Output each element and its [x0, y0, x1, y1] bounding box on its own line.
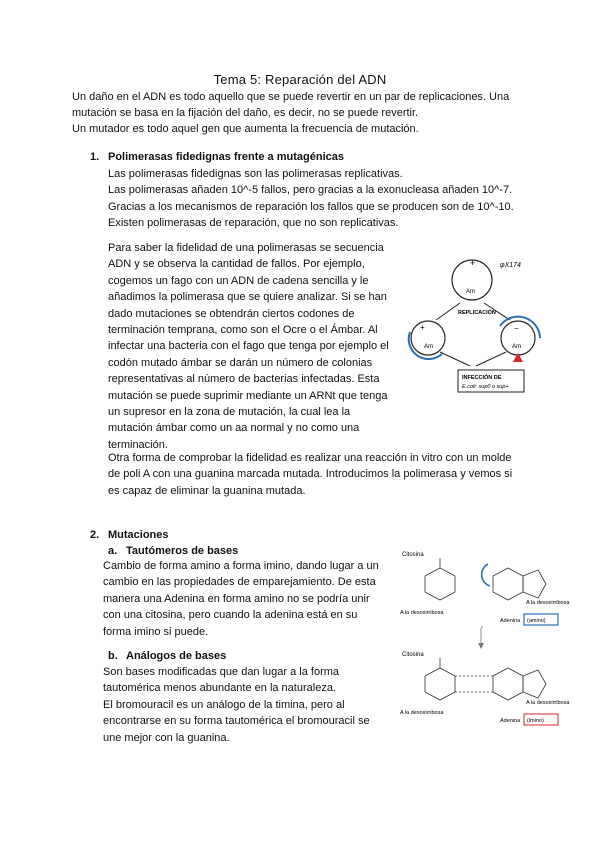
text-line: Cambio de forma amino a forma imino, dando lugar a un — [103, 560, 379, 572]
subsection-b-text — [103, 664, 403, 746]
subsection-a-heading — [108, 545, 238, 557]
text-line: encontrarse en su forma tautomérica el bromouracil se — [103, 715, 370, 728]
section-title: Mutaciones — [108, 529, 169, 541]
amber-site-label: Am — [466, 289, 475, 295]
subsection-title: Tautómeros de bases — [126, 545, 239, 557]
adenine-ring-6 — [493, 668, 523, 700]
text-line: añadimos la polimerasa que se quiere analizar. Si se han — [108, 291, 387, 304]
text-line: cogemos un fago con un ADN de cadena sencilla y le — [108, 274, 369, 287]
text-line: Gracias a los mecanismos de reparación los fallos que se producen son de 10^-10. — [108, 200, 514, 213]
infection-box-line-2: E.coli: sup0 o sup+ — [462, 384, 509, 390]
cytosine-ring — [425, 668, 455, 700]
text-line: terminación. — [108, 438, 168, 451]
adenine-form-label: (amino) — [527, 618, 546, 624]
phage-replication-diagram — [400, 248, 545, 398]
text-line: Las polimerasas fidedignas son las polimerasas replicativas. — [108, 168, 403, 180]
cytosine-label: Citosina — [402, 552, 424, 558]
adenine-ring-5 — [523, 670, 546, 698]
text-line: con una citosina, pero cuando la adenina está en su — [103, 609, 358, 622]
plus-sign: + — [420, 323, 425, 332]
text-line: mutación ámbar como un aa normal y no como una — [108, 422, 360, 435]
text-line: Las polimerasas añaden 10^-5 fallos, pero gracias a la exonucleasa añaden 10^-7. — [108, 184, 513, 197]
adenine-sugar-label: A la desoxirribosa — [526, 700, 570, 706]
infection-box-line-1: INFECCIÓN DE — [462, 375, 502, 381]
text-line: un supresor en la zona de mutación, la cual lea la — [108, 406, 351, 419]
intro-line: Un mutador es todo aquel gen que aumenta la frecuencia de mutación. — [72, 123, 419, 135]
text-line: manera una Adenina en forma amino no se podría unir — [103, 592, 370, 605]
converge-arrow-right — [476, 352, 506, 366]
text-line: infectar una bacteria con el fago que tenga por ejemplo el — [108, 340, 389, 353]
section-number: 2. — [90, 529, 100, 541]
converge-arrow-left — [440, 352, 470, 366]
replication-label: REPLICACIÓN — [458, 310, 496, 316]
intro-paragraph — [72, 89, 542, 137]
phage-name-label: φX174 — [500, 262, 521, 269]
right-replication-arrow — [500, 317, 540, 338]
adenine-ring-6 — [493, 568, 523, 600]
subsection-a-text — [103, 558, 393, 640]
text-line: de poli A con una guanina marcada mutada. Introducimos la polimerasa y vemos si — [108, 468, 513, 481]
intro-line: Un daño en el ADN es todo aquello que se puede revertir en un par de replicaciones. Una — [72, 91, 510, 103]
adenine-label: Adenina — [500, 718, 521, 724]
text-line: Otra forma de comprobar la fidelidad es realizar una reacción in vitro con un molde — [108, 452, 512, 464]
text-line: codón mutado ámbar se darán un número de colonias — [108, 356, 373, 369]
text-line: El bromouracil es un análogo de la timina, pero al — [103, 698, 345, 711]
minus-sign: − — [514, 324, 519, 333]
text-line: ADN y se observa la cantidad de fallos. Por ejemplo, — [108, 258, 365, 271]
text-line: mutación se puede suprimir mediante un ARNt que tenga — [108, 389, 388, 402]
text-line: forma imino si puede. — [103, 625, 209, 638]
text-line: Son bases modificadas que dan lugar a la forma — [103, 666, 340, 678]
text-line: cambio en las propiedades de emparejamiento. De esta — [103, 576, 376, 589]
subsection-title: Análogos de bases — [126, 650, 227, 662]
amber-site-label: Am — [512, 344, 521, 350]
cytosine-adenine-amino-diagram — [400, 546, 570, 628]
cytosine-label: Citosina — [402, 652, 424, 658]
section-1-paragraph-3 — [108, 450, 548, 499]
text-line: Existen polimerasas de reparación, que no son replicativas. — [108, 217, 399, 230]
adenine-sugar-label: A la desoxirribosa — [526, 600, 570, 606]
page-title: Tema 5: Reparación del ADN — [213, 72, 387, 87]
branch-arrow-left — [436, 303, 460, 320]
text-line: Para saber la fidelidad de una polimerasas se secuencia — [108, 242, 384, 254]
text-line: tautomérica menos abundante en la naturaleza. — [103, 682, 336, 695]
adenine-label: Adenina — [500, 618, 521, 624]
section-1-heading — [90, 151, 344, 163]
subsection-number: a. — [108, 545, 118, 557]
text-line: terminación temprana, como son el Ocre o el Ámbar. Al — [108, 324, 378, 337]
adenine-form-label: (imino) — [527, 718, 544, 724]
text-line: es capaz de eliminar la guanina mutada. — [108, 484, 306, 497]
intro-line: mutación se basa en la fijación del daño, es decir, no se puede revertir. — [72, 107, 419, 119]
section-2-heading — [90, 529, 169, 541]
text-line: une mejor con la guanina. — [103, 731, 230, 744]
text-line: dado mutaciones se obtendrán ciertos codones de — [108, 307, 355, 320]
subsection-b-heading — [108, 650, 226, 662]
subsection-number: b. — [108, 650, 118, 662]
section-1-paragraph-2 — [108, 240, 408, 453]
tautomer-shift-arrow — [482, 564, 490, 586]
adenine-ring-5 — [523, 570, 546, 598]
text-line: representativas al número de bacterias infectadas. Esta — [108, 373, 380, 386]
section-1-paragraph-1 — [108, 166, 548, 232]
cytosine-adenine-imino-diagram — [400, 646, 570, 728]
section-number: 1. — [90, 151, 100, 163]
amber-site-label: Am — [424, 344, 433, 350]
section-title: Polimerasas fidedignas frente a mutagénicas — [108, 151, 344, 163]
plus-sign: + — [470, 258, 476, 268]
cytosine-sugar-label: A la desoxirribosa — [400, 710, 444, 716]
cytosine-ring — [425, 568, 455, 600]
cytosine-sugar-label: A la desoxirribosa — [400, 610, 444, 616]
